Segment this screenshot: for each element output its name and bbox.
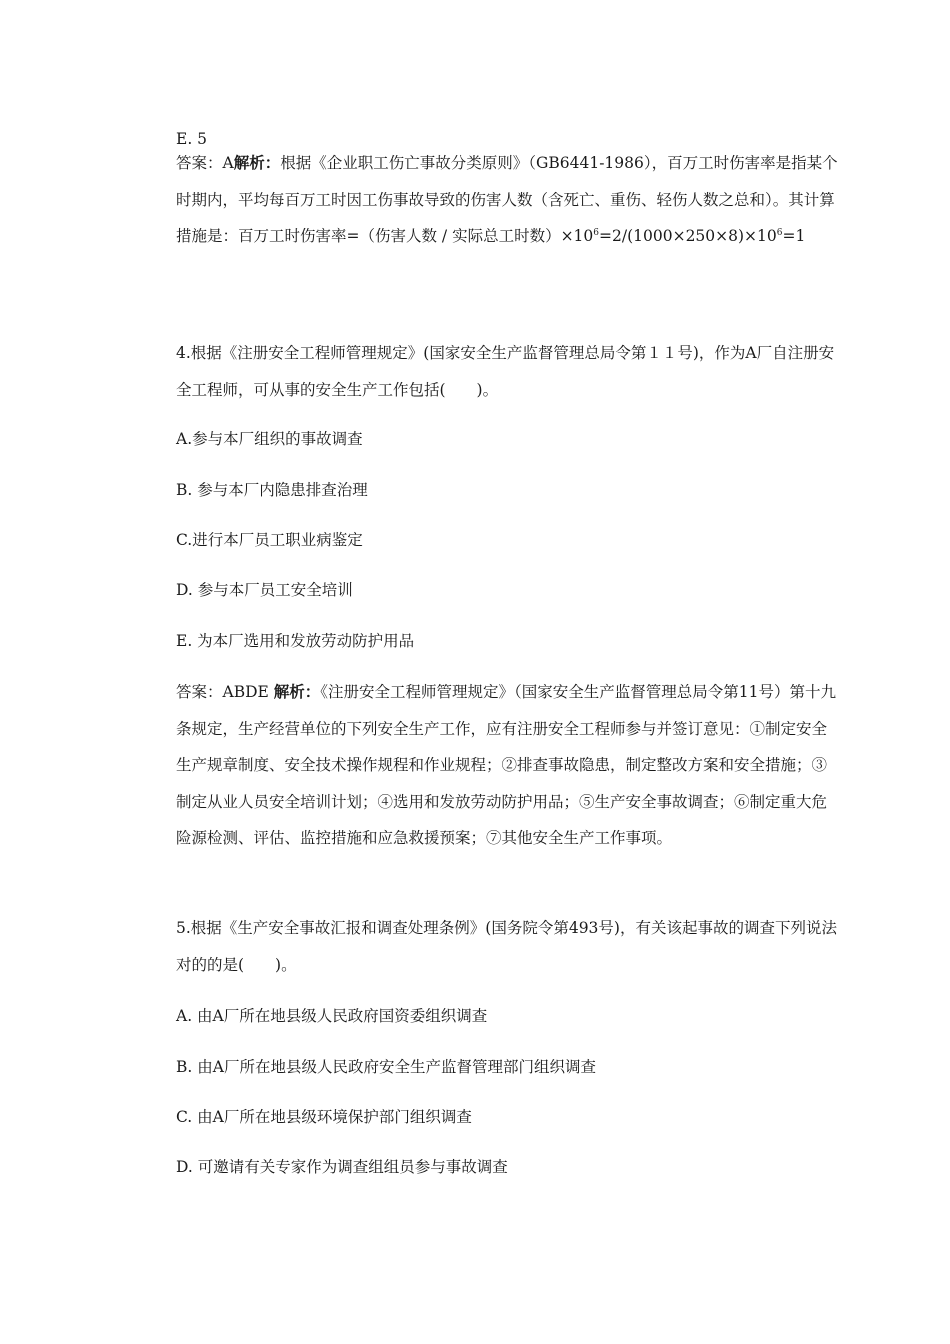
option-b: B. 由A厂所在地县级人民政府安全生产监督管理部门组织调查 (176, 1058, 596, 1076)
option-d: D. 参与本厂员工安全培训 (176, 581, 353, 599)
answer-prefix: 答案：A (176, 154, 234, 172)
option-a: A. 由A厂所在地县级人民政府国资委组织调查 (176, 1007, 488, 1025)
question-4: 4.根据《注册安全工程师管理规定》(国家安全生产监督管理总局令第１１号)，作为A厂自注册安全工程师，可从事的安全生产工作包括( )。 (176, 344, 835, 399)
answer-explanation-4 (145, 674, 841, 857)
exponent: 6 (593, 228, 600, 238)
option-e: E. 5 (176, 130, 208, 148)
answer-explanation-3 (145, 145, 841, 255)
explanation-text: 《注册安全工程师管理规定》（国家安全生产监督管理总局令第11号）第十九条规定，生产经营单位的下列安全生产工作，应有注册安全工程师参与并签订意见：①制定安全生产规章制度、安全技术操作规程和作业规程；②排查事故隐患，制定整改方案和安全措施；③制定从业人员安全培训计划；④选用和发放劳动防护用品；⑤生产安全事故调查；⑥制定重大危险源检测、评估、监控措施和应急救援预案；⑦其他安全生产工作事项。 (176, 683, 837, 847)
question-5: 5.根据《生产安全事故汇报和调查处理条例》(国务院令第493号)，有关该起事故的调查下列说法对的的是( )。 (176, 919, 837, 974)
explanation-label: 解析： (233, 153, 281, 172)
explanation-text-2: =2/(1000×250×8)×10 (599, 227, 777, 245)
option-c: C.进行本厂员工职业病鉴定 (176, 531, 363, 549)
option-d: D. 可邀请有关专家作为调查组组员参与事故调查 (176, 1158, 508, 1176)
option-e: E. 为本厂选用和发放劳动防护用品 (176, 632, 415, 650)
explanation-text: 根据《企业职工伤亡事故分类原则》（GB6441-1986），百万工时伤害率是指某个时期内，平均每百万工时因工伤事故导致的伤害人数（含死亡、重伤、轻伤人数之总和）。其计算措施是：百万工时伤害率=（伤害人数 / 实际总工时数）×10 (176, 154, 838, 245)
explanation-label: 解析： (273, 682, 321, 701)
explanation-text-3: =1 (782, 227, 806, 245)
answer-prefix: 答案：ABDE (176, 683, 274, 701)
option-b: B. 参与本厂内隐患排查治理 (176, 481, 368, 499)
option-c: C. 由A厂所在地县级环境保护部门组织调查 (176, 1108, 472, 1126)
exponent: 6 (776, 228, 783, 238)
option-a: A.参与本厂组织的事故调查 (176, 430, 363, 448)
